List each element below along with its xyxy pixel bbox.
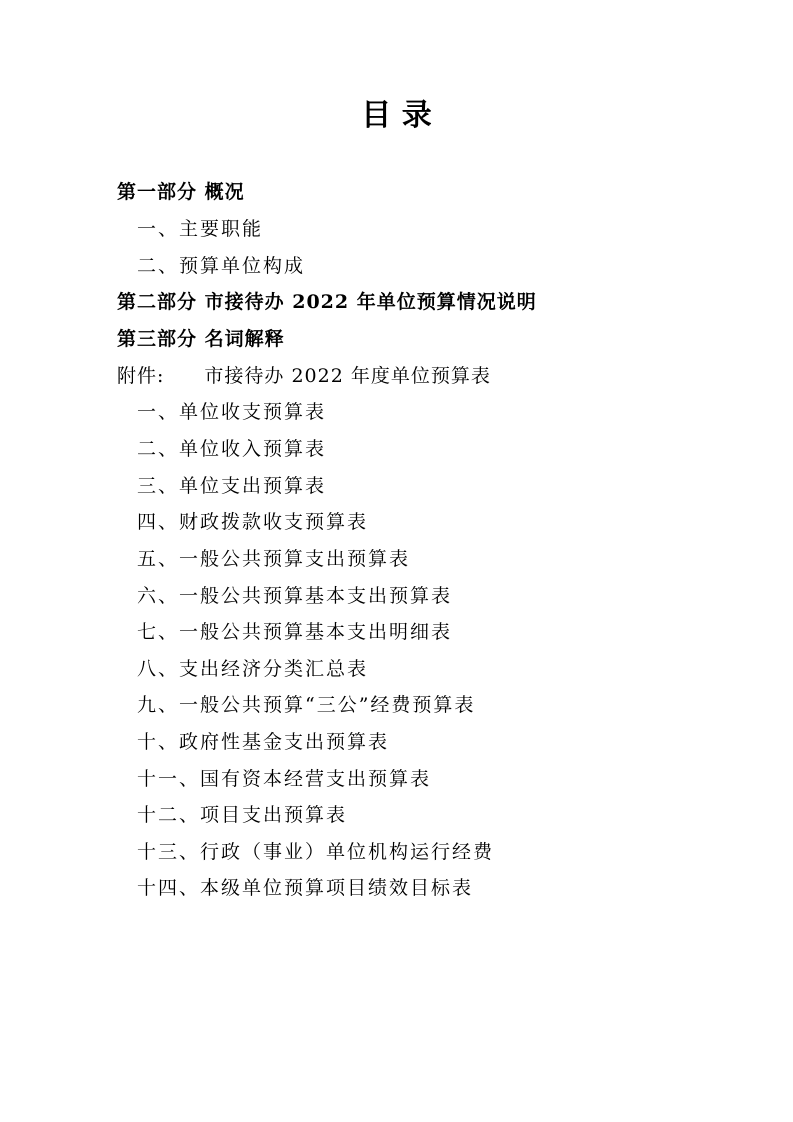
toc-appendix-item-9[interactable]: 九、一般公共预算“三公”经费预算表 [137,694,476,716]
toc-appendix-item-10[interactable]: 十、政府性基金支出预算表 [137,731,390,753]
toc-appendix-item-7[interactable]: 七、一般公共预算基本支出明细表 [137,621,453,643]
toc-appendix-item-3[interactable]: 三、单位支出预算表 [137,475,327,497]
toc-appendix-item-2[interactable]: 二、单位收入预算表 [137,438,327,460]
toc-appendix-item-8[interactable]: 八、支出经济分类汇总表 [137,658,369,680]
toc-part1-heading[interactable]: 第一部分 概况 [117,181,245,203]
toc-appendix-item-5[interactable]: 五、一般公共预算支出预算表 [137,548,411,570]
toc-part3-heading[interactable]: 第三部分 名词解释 [117,328,285,350]
toc-appendix-item-4[interactable]: 四、财政拨款收支预算表 [137,511,369,533]
toc-part1-item-1[interactable]: 一、主要职能 [137,218,264,240]
toc-appendix-item-13[interactable]: 十三、行政（事业）单位机构运行经费 [137,841,495,863]
appendix-title: 市接待办 2022 年度单位预算表 [204,365,491,387]
toc-part1-item-2[interactable]: 二、预算单位构成 [137,255,306,277]
page-title: 目 录 [361,98,432,133]
toc-appendix-heading[interactable] [117,362,491,390]
toc-appendix-item-6[interactable]: 六、一般公共预算基本支出预算表 [137,585,453,607]
appendix-prefix: 附件: [117,365,165,387]
toc-appendix-item-14[interactable]: 十四、本级单位预算项目绩效目标表 [137,877,474,899]
toc-appendix-item-1[interactable]: 一、单位收支预算表 [137,401,327,423]
toc-appendix-item-11[interactable]: 十一、国有资本经营支出预算表 [137,768,432,790]
toc-part2-heading[interactable]: 第二部分 市接待办 2022 年单位预算情况说明 [117,291,537,313]
toc-appendix-item-12[interactable]: 十二、项目支出预算表 [137,804,348,826]
